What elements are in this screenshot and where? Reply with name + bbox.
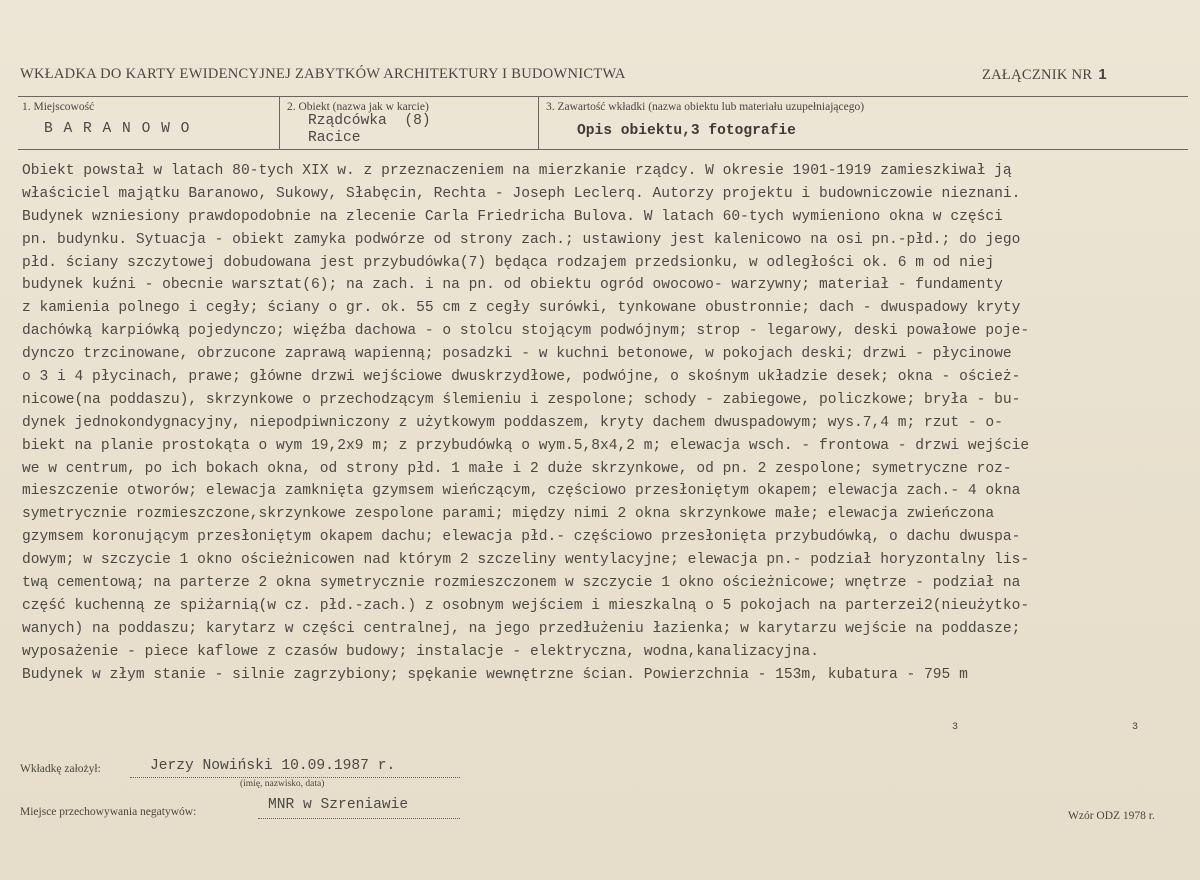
field-2-label: 2. Obiekt (nazwa jak w karcie) (287, 101, 429, 113)
top-divider (18, 96, 1188, 97)
description-line: mieszczenie otworów; elewacja zamknięta gzymsem wieńczącym, częściowo przesłoniętym okapem; elewacja zach.- 4 okna (22, 483, 1021, 500)
established-value: Jerzy Nowiński 10.09.1987 r. (150, 758, 396, 774)
description-line: biekt na planie prostokąta o wym 19,2x9 m; z przybudówką o wym.5,8x4,2 m; elewacja wsch. - frontowa - drzwi wejście (22, 437, 1030, 454)
field-separator-1 (279, 96, 280, 149)
description-line: dachówką karpiówką pojedynczo; więźba dachowa - o stolcu stojącym podwójnym; strop - legarowy, deski powałowe poje- (22, 323, 1030, 340)
description-line: Budynek w złym stanie - silnie zagrzybiony; spękanie wewnętrzne ścian. Powierzchnia - 153m, kubatura - 795 m (22, 666, 968, 683)
description-line: dynek jednokondygnacyjny, niepodpiwniczony z użytkowym poddaszem, kryty dachem dwuspadowym; wys.7,4 m; rzut - o- (22, 414, 1003, 431)
description-line: nicowe(na poddaszu), skrzynkowe o przechodzącym ślemieniu i zespolone; schody - zabiegowe, policzkowe; bryła - bu- (22, 391, 1021, 408)
description-line: budynek kuźni - obecnie warsztat(6); na zach. i na pn. od obiektu ogród owocowo- warzywny; materiał - fundamenty (22, 277, 1003, 294)
description-line: Budynek wzniesiony prawdopodobnie na zlecenie Carla Friedricha Bulova. W latach 60-tych wymieniono okna w części (22, 208, 1003, 225)
negatives-line (258, 818, 460, 819)
description-line: we w centrum, po ich bokach okna, od strony płd. 1 małe i 2 duże skrzynkowe, od pn. 2 zespolone; symetryczne roz- (22, 460, 1012, 477)
description-line: o 3 i 4 płycinach, prawe; główne drzwi wejściowe dwuskrzydłowe, podwójne, o skośnym układzie desek; okna - oścież- (22, 369, 1021, 386)
description-line: symetrycznie rozmieszczone,skrzynkowe zespolone parami; między nimi 2 okna skrzynkowe małe; elewacja zwieńczona (22, 506, 995, 523)
area-superscript: 3 (952, 722, 959, 733)
description-line: część kuchenną ze spiżarnią(w cz. płd.-zach.) z osobnym wejściem i mieszkalną o 5 pokojach na parterzei2(nieużytko- (22, 597, 1030, 614)
fields-divider (18, 149, 1188, 150)
attachment-label: ZAŁĄCZNIK NR (982, 67, 1093, 83)
card-title: WKŁADKA DO KARTY EWIDENCYJNEJ ZABYTKÓW ARCHITEKTURY I BUDOWNICTWA (20, 66, 626, 82)
description-line: wanych) na poddaszu; karytarz w części centralnej, na jego przedłużeniu łazienka; w karytarzu wejście na poddasze; (22, 620, 1021, 637)
description-line: właściciel majątku Baranowo, Sukowy, Słabęcin, Rechta - Joseph Leclerq. Autorzy projektu i budowniczowie nieznani. (22, 185, 1021, 202)
established-hint: (imię, nazwisko, data) (240, 779, 325, 789)
field-3-label: 3. Zawartość wkładki (nazwa obiektu lub materiału uzupełniającego) (546, 101, 865, 113)
description-line (22, 686, 1198, 709)
field-2-value-line2: Racice (308, 130, 361, 146)
field-1-value: B A R A N O W O (44, 121, 191, 137)
description-line: dowym; w szczycie 1 okno ościeżnicowen nad którym 2 szczeliny wentylacyjne; elewacja pn.- podział horyzontalny lis- (22, 552, 1030, 569)
field-2-value-line1: Rządcówka (8) (308, 113, 431, 129)
form-pattern: Wzór ODZ 1978 r. (1068, 810, 1155, 822)
field-1-label: 1. Miejscowość (22, 101, 95, 113)
description-line: gzymsem koronującym przesłoniętym okapem dachu; elewacja płd.- częściowo przesłonięta przybudówką, o dachu dwuspa- (22, 529, 1021, 546)
description-line: wyposażenie - piece kaflowe z czasów budowy; instalacje - elektryczna, wodna,kanalizacyjna. (22, 643, 819, 660)
description-line: pn. budynku. Sytuacja - obiekt zamyka podwórze od strony zach.; ustawiony jest kalenicowo na osi pn.-płd.; do jego (22, 231, 1021, 248)
attachment-number (982, 66, 1107, 84)
description-line: z kamienia polnego i cegły; ściany o gr. ok. 55 cm z cegły surówki, tynkowane obustronnie; dach - dwuspadowy kryty (22, 300, 1021, 317)
description-line: twą cementową; na parterze 2 okna symetrycznie rozmieszczonem w szczycie 1 okno ościeżnicowe; wnętrze - podział na (22, 575, 1021, 592)
established-line (130, 777, 460, 778)
description-line: dynczo trzcinowane, obrzucone zaprawą wapienną; posadzki - w kuchni betonowe, w pokojach deski; drzwi - płycinowe (22, 346, 1012, 363)
negatives-value: MNR w Szreniawie (268, 797, 409, 813)
description-line: płd. ściany szczytowej dobudowana jest przybudówka(7) będąca rodzajem przedsionku, w odległości ok. 6 m od niej (22, 254, 995, 271)
established-label: Wkładkę założył: (20, 763, 101, 775)
field-3-value: Opis obiektu,3 fotografie (577, 123, 796, 139)
field-separator-2 (538, 96, 539, 149)
object-description (22, 160, 1198, 709)
negatives-label: Miejsce przechowywania negatywów: (20, 806, 197, 818)
description-line: Obiekt powstał w latach 80-tych XIX w. z przeznaczeniem na mierzkanie rządcy. W okresie 1901-1919 zamieszkiwał ją (22, 163, 1012, 179)
attachment-value: 1 (1098, 66, 1107, 83)
volume-superscript: 3 (1132, 722, 1139, 733)
